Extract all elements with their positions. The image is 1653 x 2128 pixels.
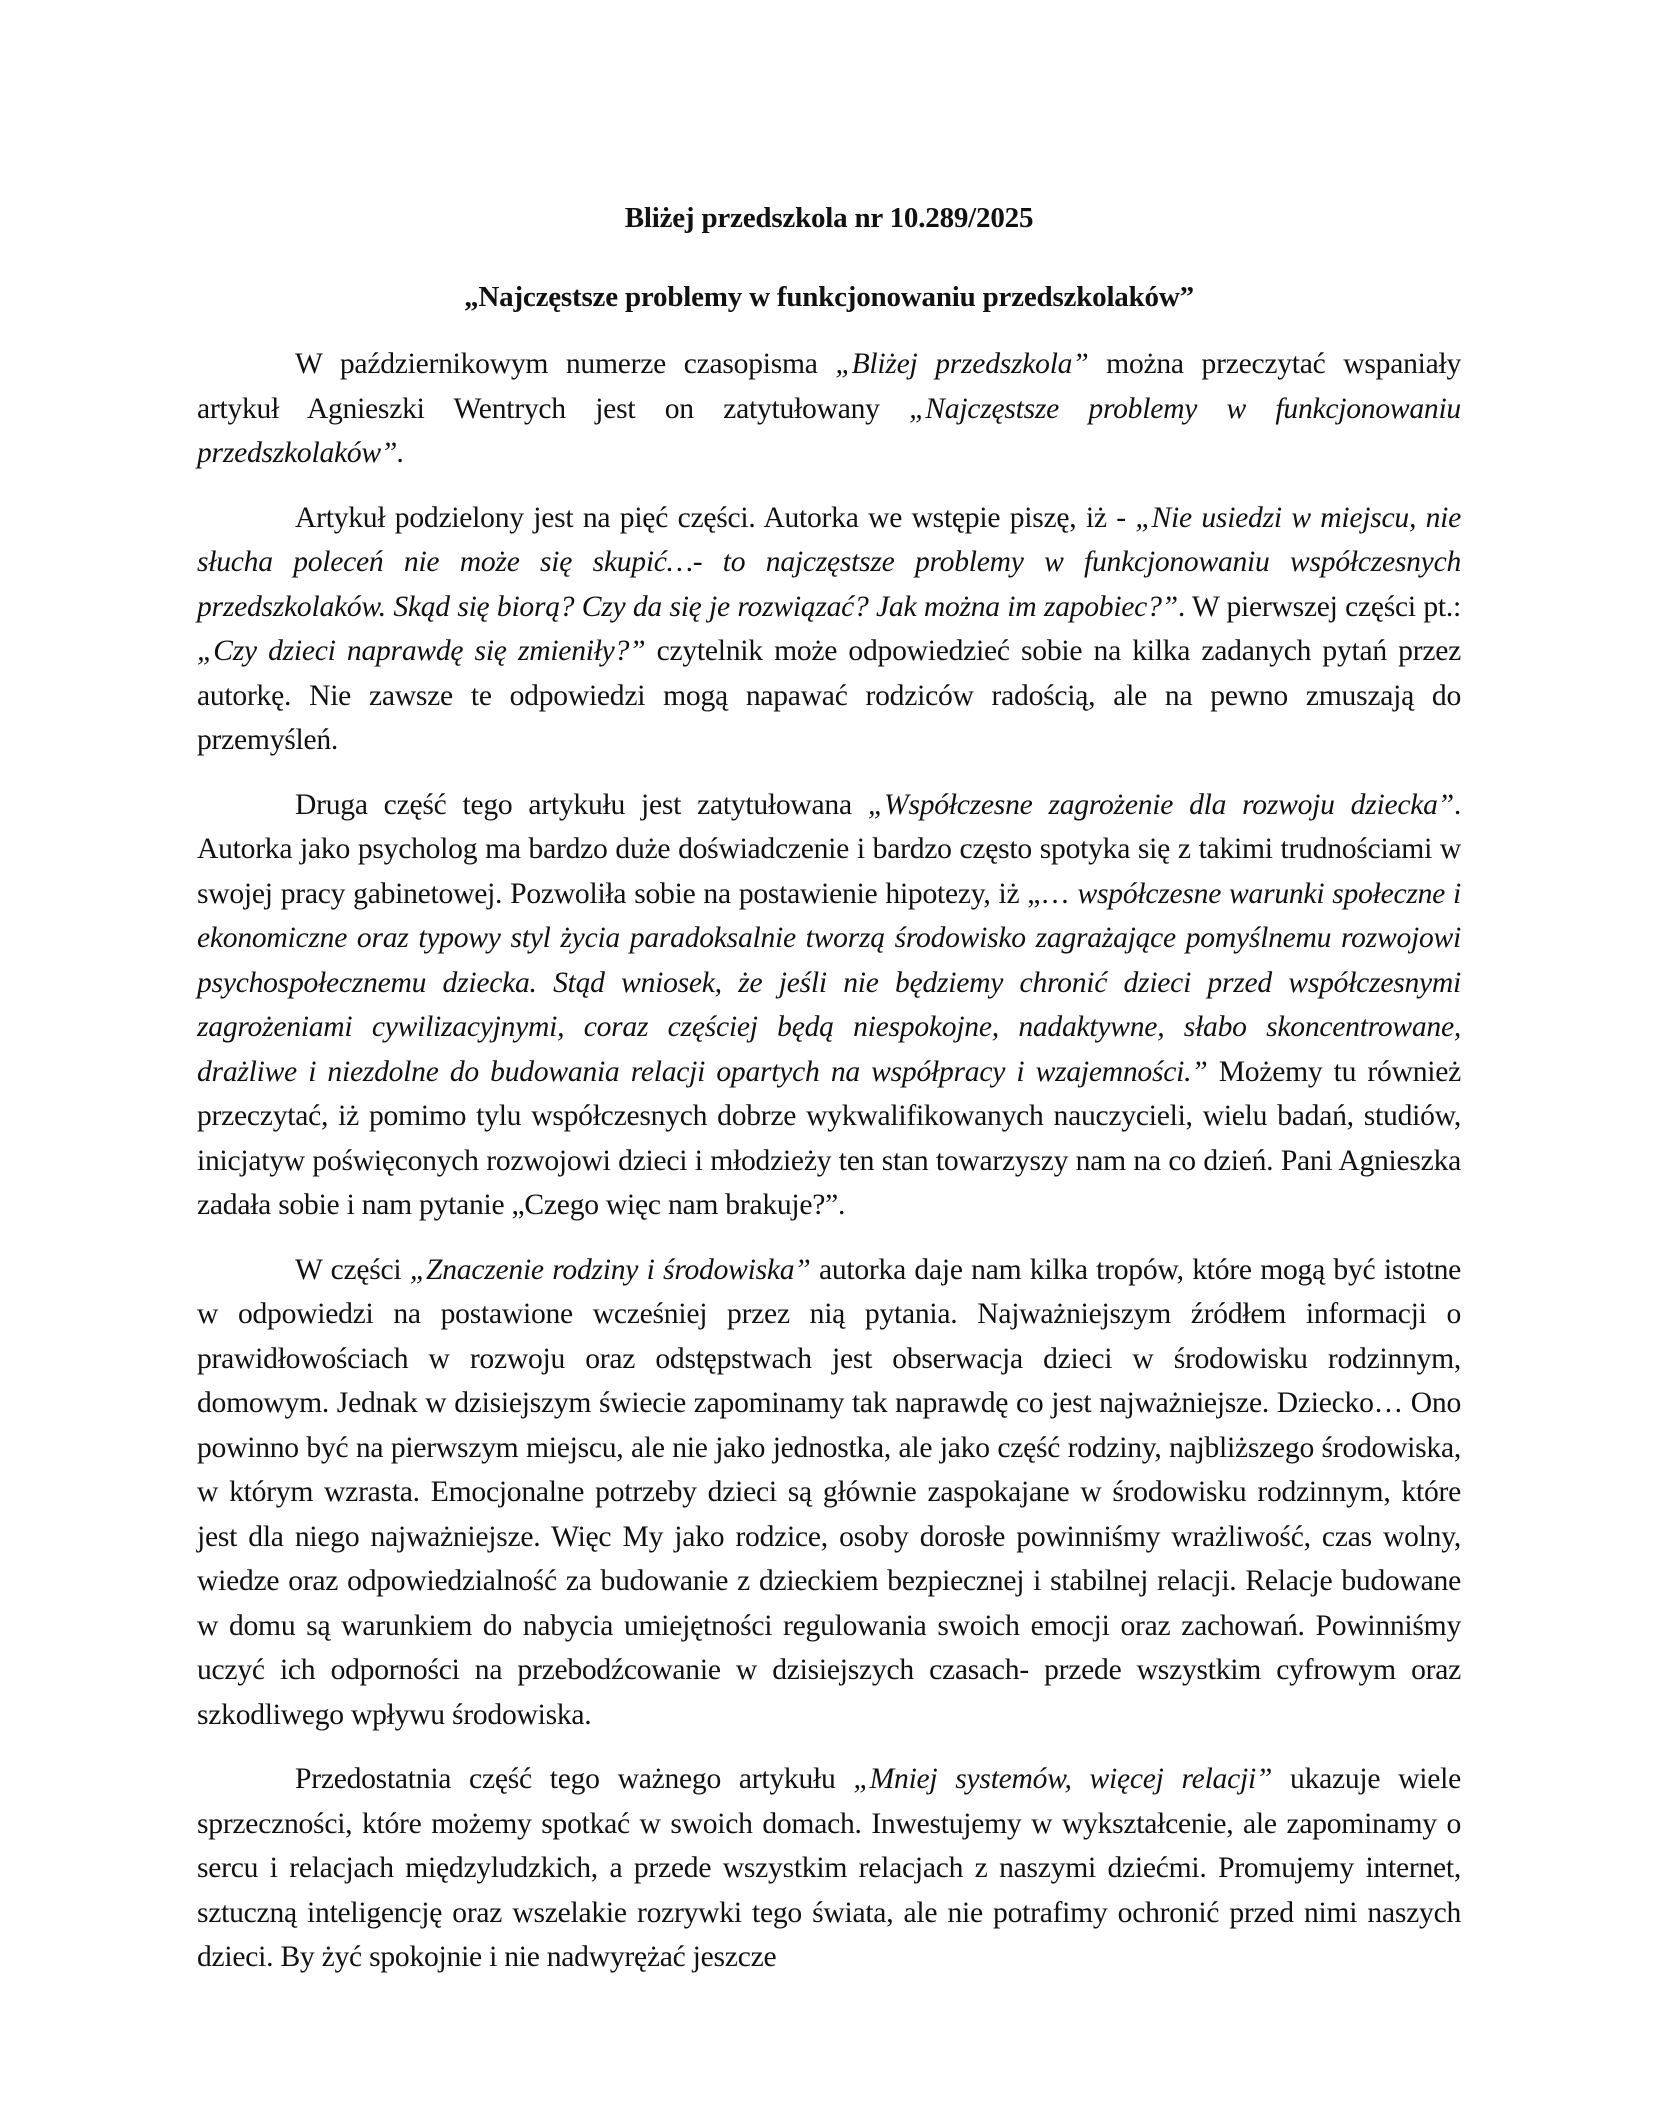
italic-run: „Bliżej przedszkola” <box>835 348 1107 380</box>
italic-run: „Czy dzieci naprawdę się zmieniły?” <box>197 635 646 667</box>
publication-header: Bliżej przedszkola nr 10.289/2025 <box>624 202 1034 234</box>
paragraph-family-environment <box>197 1248 1461 1738</box>
text-run: czytelnik może odpowiedzieć sobie na kilka zadanych pytań przez autorkę. Nie zawsze te odpowiedzi mogą napawać rodziców radością, ale na pewno zmuszają do przemyśleń. <box>197 635 1461 756</box>
italic-run: „Znaczenie rodziny i środowiska” <box>409 1253 811 1286</box>
text-run: Druga część tego artykułu jest zatytułowana <box>295 788 868 821</box>
document-body <box>197 196 1461 2000</box>
italic-run: „Nie usiedzi w miejscu, nie słucha poleceń nie może się skupić…- to najczęstsze problemy w funkcjonowaniu współczesnych przedszkolaków. Skąd się biorą? Czy da się je rozwiązać? Jak można im zapobiec?” <box>197 501 1462 623</box>
text-run: Artykuł podzielony jest na pięć części. Autorka we wstępie piszę, iż - <box>295 501 1136 534</box>
italic-run: „Współczesne zagrożenie dla rozwoju dziecka” <box>867 788 1454 821</box>
paragraph-second-part <box>197 783 1461 1228</box>
text-run: autorka daje nam kilka tropów, które mogą być istotne w odpowiedzi na postawione wcześniej przez nią pytania. Najważniejszym źródłem informacji o prawidłowościach w rozwoju oraz odstępstwach jest obserwacja dzieci w środowisku rodzinnym, domowym. Jednak w dzisiejszym świecie zapominamy tak naprawdę co jest najważniejsze. Dziecko… Ono powinno być na pierwszym miejscu, ale nie jako jednostka, ale jako część rodziny, najbliższego środowiska, w którym wzrasta. Emocjonalne potrzeby dzieci są głównie zaspokajane w środowisku rodzinnym, które jest dla niego najważniejsze. Więc My jako rodzice, osoby dorosłe powinniśmy wrażliwość, czas wolny, wiedze oraz odpowiedzialność za budowanie z dzieckiem bezpiecznej i stabilnej relacji. Relacje budowane w domu są warunkiem do nabycia umiejętności regulowania swoich emocji oraz zachowań. Powinniśmy uczyć ich odporności na przebodźcowanie w dzisiejszych czasach- przede wszystkim cyfrowym oraz szkodliwego wpływu środowiska. <box>197 1253 1462 1731</box>
text-run: W części <box>295 1253 410 1286</box>
paragraph-fewer-systems <box>197 1757 1461 1980</box>
text-run: W październikowym numerze czasopisma <box>295 348 836 380</box>
text-run: Możemy tu również przeczytać, iż pomimo tylu współczesnych dobrze wykwalifikowanych nauczycieli, wielu badań, studiów, inicjatyw poświęconych rozwojowi dzieci i młodzieży ten stan towarzyszy nam na co dzień. Pani Agnieszka zadała sobie i nam pytanie „Czego więc nam brakuje?”. <box>197 1055 1461 1221</box>
italic-run: „Mniej systemów, więcej relacji” <box>853 1763 1273 1795</box>
italic-run: „Najczęstsze problemy w funkcjonowaniu przedszkolaków”. <box>197 392 1461 469</box>
italic-run: współczesne warunki społeczne i ekonomiczne oraz typowy styl życia paradoksalnie tworzą środowisko zagrażające pomyślnemu rozwojowi psychospołecznemu dziecka. Stąd wniosek, że jeśli nie będziemy chronić dzieci przed współczesnymi zagrożeniami cywilizacyjnymi, coraz częściej będą niespokojne, nadaktywne, słabo skoncentrowane, drażliwe i niezdolne do budowania relacji opartych na współpracy i wzajemności.” <box>197 877 1462 1088</box>
text-run: Przedostatnia część tego ważnego artykułu <box>295 1763 854 1795</box>
text-run: można przeczytać wspaniały artykuł Agnieszki Wentrych jest on zatytułowany <box>197 348 1461 425</box>
paragraph-intro <box>197 342 1461 476</box>
text-run: . W pierwszej części pt.: <box>1177 590 1461 623</box>
text-run: ukazuje wiele sprzeczności, które możemy spotkać w swoich domach. Inwestujemy w wykształcenie, ale zapominamy o sercu i relacjach międzyludzkich, a przede wszystkim relacjach z naszymi dziećmi. Promujemy internet, sztuczną inteligencję oraz wszelakie rozrywki tego świata, ale nie potrafimy ochronić przed nimi naszych dzieci. By żyć spokojnie i nie nadwyrężać jeszcze <box>197 1763 1462 1973</box>
paragraph-structure <box>197 496 1461 763</box>
text-run: . Autorka jako psycholog ma bardzo duże doświadczenie i bardzo często spotyka się z takimi trudnościami w swojej pracy gabinetowej. Pozwoliła sobie na postawienie hipotezy, iż „… <box>197 788 1462 910</box>
article-title: „Najczęstsze problemy w funkcjonowaniu przedszkolaków” <box>464 281 1194 313</box>
